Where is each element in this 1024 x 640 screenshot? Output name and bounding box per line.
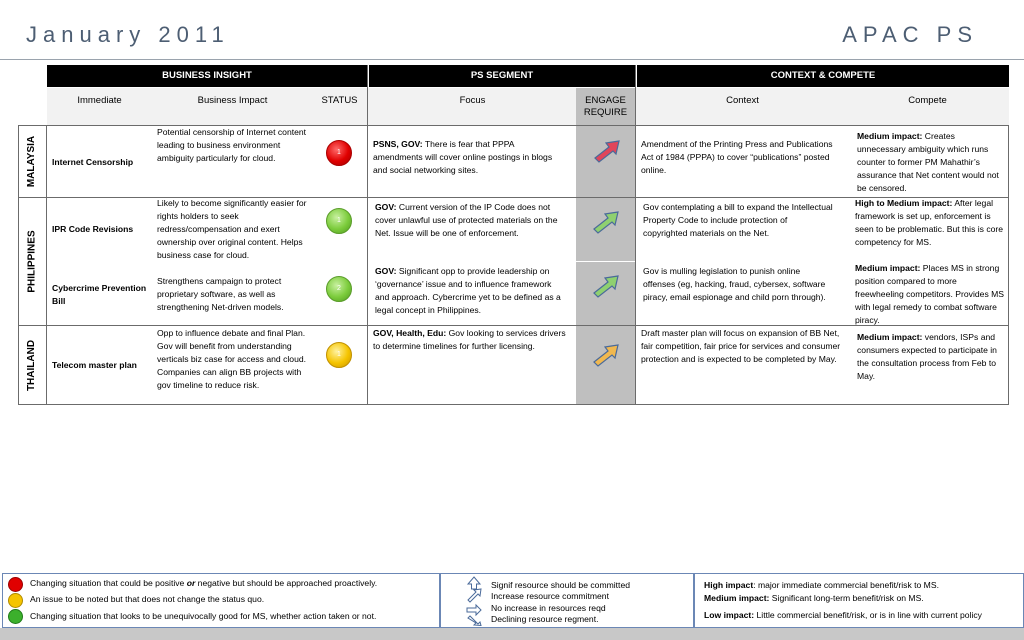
grid-line [1008, 125, 1009, 405]
legend-arrows-icon [465, 576, 483, 626]
compete-label: Medium impact: [857, 131, 923, 141]
status-dot-green: 2 [326, 276, 352, 302]
legend-impact [694, 573, 1024, 628]
subheader-context-bg [635, 88, 1009, 125]
legend-status-item: An issue to be noted but that does not change the status quo. [30, 594, 265, 604]
row-context: Draft master plan will focus on expansion of BB Net, fair competition, fair price for services and consumer protection and is expected to be completed by May. [641, 328, 841, 364]
status-dot-green: 1 [326, 208, 352, 234]
col-compete: Compete [908, 95, 947, 106]
row-immediate: IPR Code Revisions [52, 224, 134, 234]
row-compete [857, 130, 1005, 195]
engage-arrow-up-right-icon [591, 208, 621, 236]
row-impact: Opp to influence debate and final Plan. Gov will benefit from understanding verticals biz case for access and cloud. Companies can align BB projects with gov timeline to reduce risk. [157, 328, 307, 390]
footer-strip [0, 628, 1024, 640]
group-ps-segment: PS SEGMENT [369, 65, 635, 87]
legend-impact-label: Low impact: [704, 610, 755, 620]
col-focus: Focus [459, 95, 486, 106]
legend-impact-item [704, 610, 1022, 621]
legend-impact-text: : major immediate commercial benefit/risk to MS. [753, 580, 939, 590]
col-engage-line1: ENGAGE [585, 95, 626, 106]
group-context-compete: CONTEXT & COMPETE [637, 65, 1009, 87]
legend-impact-label: Medium impact: [704, 593, 770, 603]
legend-yellow-dot-icon [8, 593, 23, 608]
country-thailand [18, 326, 46, 404]
row-focus [373, 138, 563, 177]
legend-status-item [30, 578, 435, 589]
col-context: Context [726, 95, 759, 106]
focus-text: Current version of the IP Code does not cover unlawful use of protected materials on the Net. Issue will be one of enforcement. [375, 202, 558, 238]
engage-arrow-up-right-icon [592, 137, 622, 165]
engage-arrow-up-right-icon [591, 341, 621, 369]
legend-arrows [440, 573, 694, 628]
engage-arrow-up-right-icon [591, 272, 621, 300]
row-context: Gov contemplating a bill to expand the Intellectual Property Code to include protection of copyrighted materials on the Net. [643, 202, 833, 238]
row-immediate: Internet Censorship [52, 157, 134, 167]
country-malaysia [18, 126, 46, 197]
row-context: Gov is mulling legislation to punish online offenses (eg, hacking, fraud, cybersex, software piracy, email espionage and child porn through). [643, 266, 826, 302]
compete-label: Medium impact: [855, 263, 921, 273]
compete-text: vendors, ISPs and consumers expected to participate in the consultation process from Feb to May. [857, 332, 997, 381]
page-region: APAC PS [842, 22, 978, 47]
focus-label: GOV: [375, 202, 397, 212]
legend-text: Changing situation that could be positive [30, 578, 187, 588]
grid-line [576, 261, 635, 262]
legend-arrow-item: Signif resource should be committed [491, 580, 631, 590]
row-compete [855, 262, 1007, 327]
country-label: PHILIPPINES [26, 230, 38, 293]
legend-text: negative but should be approached proactively. [195, 578, 378, 588]
row-compete [857, 331, 1005, 383]
row-context: Amendment of the Printing Press and Publications Act of 1984 (PPPA) to cover “publications” posted online. [641, 139, 833, 175]
row-compete [855, 197, 1005, 249]
compete-text: Creates unnecessary ambiguity which runs counter to former PM Mahathir’s assurance that Net content would not be censored. [857, 131, 999, 193]
group-business-insight: BUSINESS INSIGHT [47, 65, 367, 87]
row-focus [375, 265, 567, 317]
country-label: MALAYSIA [26, 135, 38, 188]
col-engage [576, 95, 635, 119]
legend-emphasis: or [186, 578, 196, 588]
focus-text: There is fear that PPPA amendments will cover online postings in blogs and social networking sites. [373, 139, 553, 175]
focus-label: GOV: [375, 266, 397, 276]
country-label: THAILAND [26, 339, 38, 391]
col-immediate: Immediate [77, 95, 122, 106]
compete-label: Medium impact: [857, 332, 923, 342]
legend-status-item: Changing situation that looks to be unequivocally good for MS, whether action taken or not. [30, 611, 377, 621]
status-dot-yellow: 1 [326, 342, 352, 368]
legend-status [2, 573, 440, 628]
focus-label: GOV, Health, Edu: [373, 328, 447, 338]
subheader-bg [47, 88, 576, 125]
focus-text: Significant opp to provide leadership on ‘governance’ issue and to influence framework and approach. Cybercrime yet to be defined as a legal concept in Philippines. [375, 266, 561, 315]
grid-line [18, 404, 1009, 405]
legend-arrow-item: Declining resource regment. [491, 614, 599, 624]
row-focus [375, 201, 565, 240]
compete-text: Places MS in strong position compared to more freewheeling competitors. Provides MS with legal remedy to combat software piracy. [855, 263, 1005, 325]
row-impact: Potential censorship of Internet content leading to business environment ambiguity particularly for cloud. [157, 127, 307, 163]
legend-impact-item [704, 580, 1022, 591]
compete-text: After legal framework is set up, enforcement is seen to be problematic. But this is core competency for MS. [855, 198, 1004, 247]
page-date: January 2011 [26, 22, 230, 47]
grid-line [46, 125, 47, 405]
legend-impact-text: Little commercial benefit/risk, or is in line with current policy [754, 610, 982, 620]
header-divider [0, 59, 1024, 60]
col-engage-line2: REQUIRE [583, 107, 628, 118]
legend-arrow-item: No increase in resources reqd [491, 603, 606, 613]
grid-line [635, 65, 636, 405]
legend-impact-item [704, 593, 1022, 604]
country-philippines [18, 198, 46, 325]
grid-line [367, 65, 368, 405]
row-immediate: Cybercrime Prevention Bill [52, 283, 147, 306]
compete-label: High to Medium impact: [855, 198, 953, 208]
row-impact: Likely to become significantly easier for rights holders to seek redress/compensation and exert ownership over original content. Helps business case for cloud. [157, 198, 307, 260]
row-immediate: Telecom master plan [52, 360, 137, 370]
row-focus [373, 327, 568, 353]
col-business-impact: Business Impact [197, 95, 268, 106]
legend-impact-label: High impact [704, 580, 754, 590]
focus-label: PSNS, GOV: [373, 139, 423, 149]
legend-impact-text: Significant long-term benefit/risk on MS. [769, 593, 924, 603]
col-status: STATUS [321, 95, 358, 106]
legend-arrow-item: Increase resource commitment [491, 591, 609, 601]
focus-text: Gov looking to services drivers to determine timelines for further licensing. [373, 328, 566, 351]
legend-green-dot-icon [8, 609, 23, 624]
status-dot-red: 1 [326, 140, 352, 166]
row-impact: Strengthens campaign to protect proprietary software, as well as strengthening Net-driven models. [157, 276, 284, 312]
legend-red-dot-icon [8, 577, 23, 592]
